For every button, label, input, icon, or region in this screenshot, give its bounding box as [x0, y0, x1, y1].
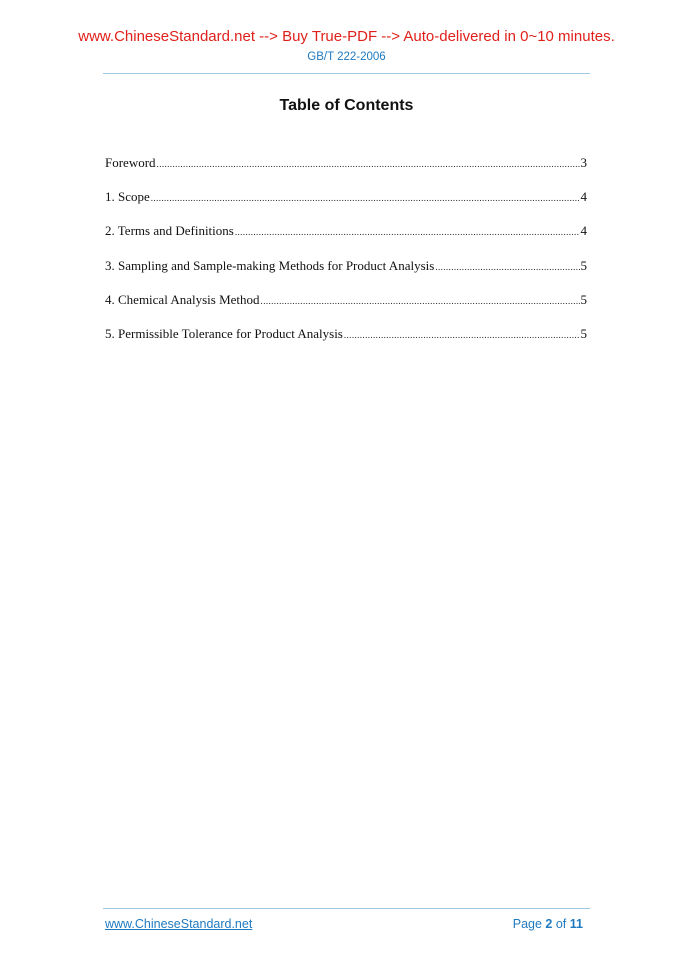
page-title: Table of Contents	[279, 97, 414, 114]
toc-leader-dots	[261, 292, 580, 310]
toc-entry-terms-and-definitions[interactable]	[105, 222, 587, 256]
header-banner-link[interactable]: www.ChineseStandard.net --> Buy True-PDF --> Auto-delivered in 0~10 minutes.	[78, 28, 615, 45]
current-page-number: 2	[545, 917, 553, 931]
toc-entry-sampling-methods[interactable]	[105, 257, 587, 291]
toc-entry-label: 1. Scope	[105, 189, 150, 205]
standard-code: GB/T 222-2006	[307, 51, 386, 63]
toc-entry-label: 5. Permissible Tolerance for Product Analysis	[105, 325, 343, 341]
toc-leader-dots	[157, 155, 580, 173]
toc-leader-dots	[235, 223, 580, 241]
toc-entry-label: 4. Chemical Analysis Method	[105, 291, 260, 307]
toc-entry-page: 4	[580, 189, 587, 205]
page-label: Page	[512, 917, 542, 931]
toc-leader-dots	[435, 258, 579, 276]
toc-entry-label: Foreword	[105, 155, 156, 170]
toc-entry-page: 5	[580, 257, 587, 273]
toc-entry-page: 3	[580, 155, 587, 170]
footer-website-link[interactable]: www.ChineseStandard.net	[105, 917, 253, 931]
page-separator: of	[555, 917, 567, 931]
toc-entry-foreword[interactable]	[105, 154, 587, 188]
table-of-contents	[105, 154, 587, 359]
toc-leader-dots	[344, 326, 580, 344]
footer-divider	[103, 908, 590, 909]
header-divider	[103, 73, 590, 74]
toc-entry-page: 5	[580, 325, 587, 341]
total-pages-number: 11	[569, 917, 583, 931]
toc-entry-page: 5	[580, 291, 587, 307]
toc-entry-chemical-analysis-method[interactable]	[105, 291, 587, 325]
toc-entry-permissible-tolerance[interactable]	[105, 325, 587, 359]
toc-entry-label: 3. Sampling and Sample-making Methods for Product Analysis	[105, 257, 435, 273]
toc-entry-page: 4	[580, 223, 587, 239]
toc-entry-label: 2. Terms and Definitions	[105, 223, 234, 239]
toc-leader-dots	[151, 189, 580, 207]
page-number-indicator	[513, 916, 583, 932]
toc-entry-scope[interactable]	[105, 188, 587, 222]
